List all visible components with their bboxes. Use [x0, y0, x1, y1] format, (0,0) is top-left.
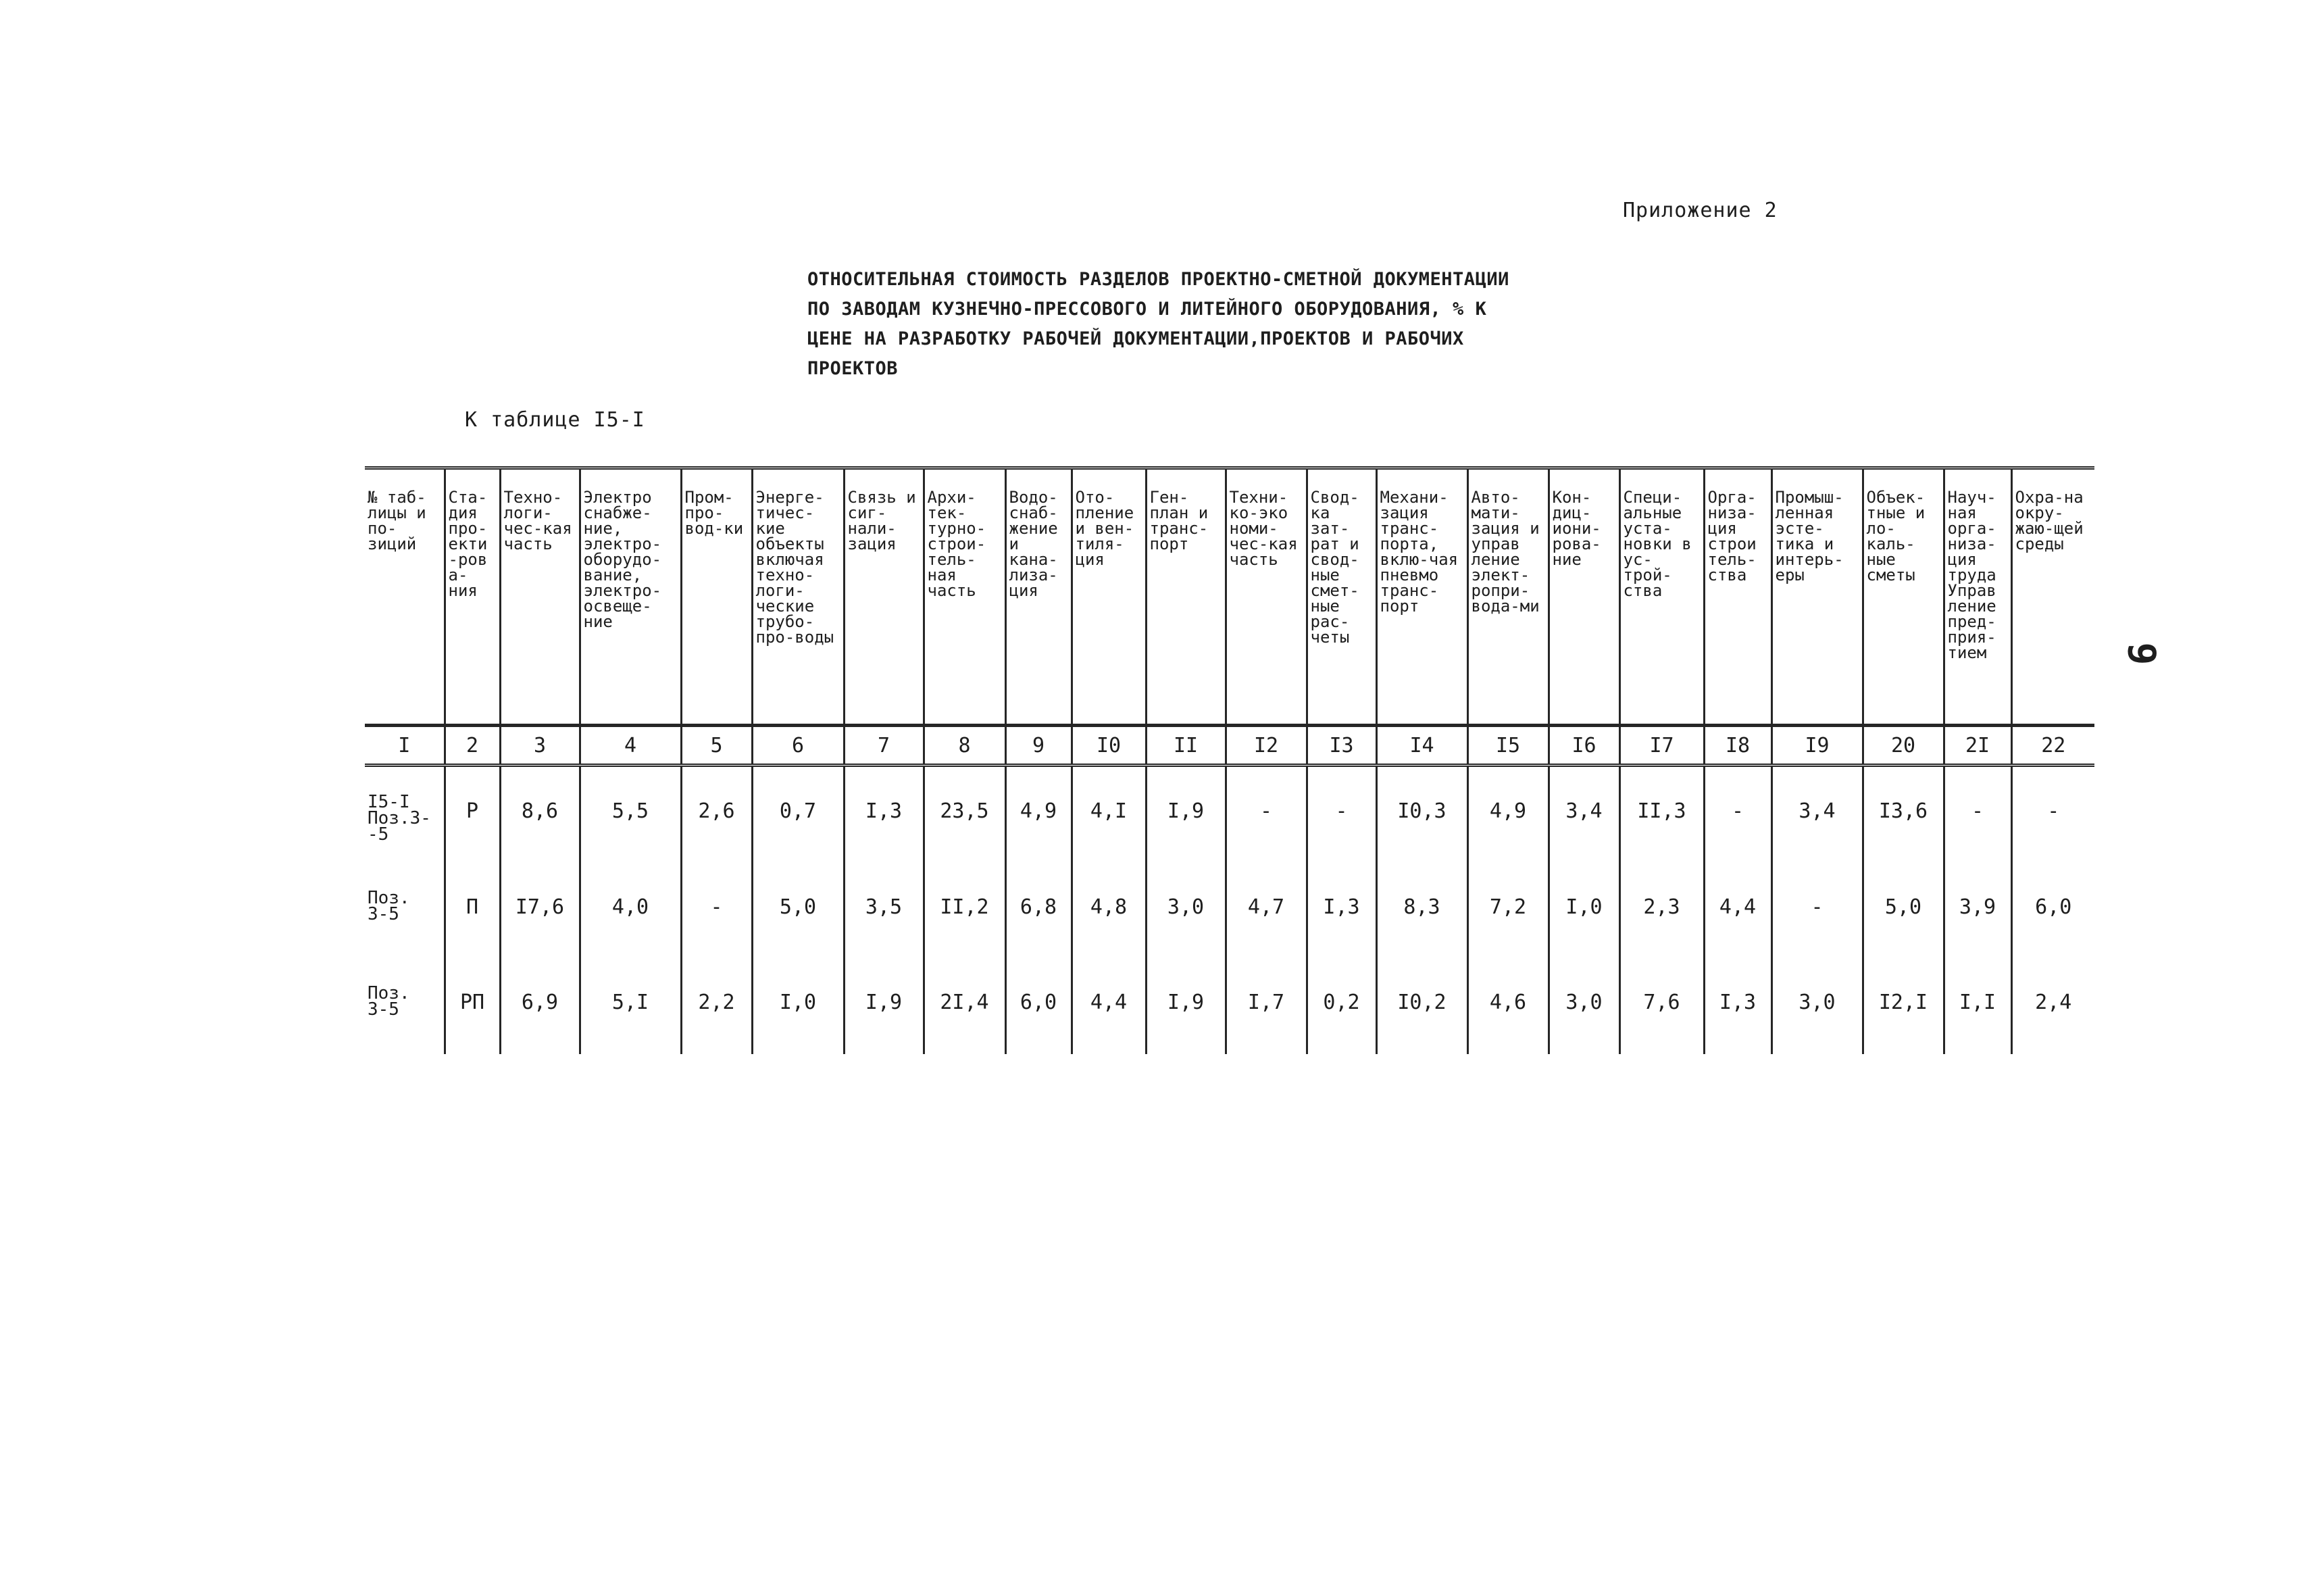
table-row	[365, 766, 2094, 863]
value-cell: 4,0	[580, 863, 681, 959]
value-cell: I,3	[1704, 958, 1771, 1054]
value-cell: I0,2	[1376, 958, 1467, 1054]
column-number: I6	[1549, 726, 1619, 766]
column-header: Кон-диц-иони-рова-ние	[1549, 468, 1619, 726]
table-row	[365, 863, 2094, 959]
value-cell: 0,7	[752, 766, 844, 863]
value-cell: 4,4	[1072, 958, 1146, 1054]
column-header: Механи-зация транс-порта, вклю-чая пневмо транс-порт	[1376, 468, 1467, 726]
value-cell: 3,9	[1944, 863, 2011, 959]
column-number: I4	[1376, 726, 1467, 766]
column-number: 5	[681, 726, 752, 766]
cost-table	[365, 466, 2094, 1054]
value-cell: 2,3	[1619, 863, 1704, 959]
title-line: ПО ЗАВОДАМ КУЗНЕЧНО-ПРЕССОВОГО И ЛИТЕЙНОГО ОБОРУДОВАНИЯ, % К	[807, 299, 1487, 320]
value-cell: 2,2	[681, 958, 752, 1054]
value-cell: -	[1944, 766, 2011, 863]
value-cell: 4,I	[1072, 766, 1146, 863]
column-number-row	[365, 726, 2094, 766]
column-header: Ген-план и транс-порт	[1146, 468, 1226, 726]
column-number: 2I	[1944, 726, 2011, 766]
column-header: Науч-ная орга-низа-ция труда Управ ление пред-прия-тием	[1944, 468, 2011, 726]
value-cell: 23,5	[924, 766, 1005, 863]
column-header: Промыш-ленная эсте-тика и интерь-еры	[1771, 468, 1863, 726]
column-number: 2	[445, 726, 500, 766]
column-header: Связь и сиг-нали-зация	[844, 468, 924, 726]
value-cell: -	[1771, 863, 1863, 959]
value-cell: 4,8	[1072, 863, 1146, 959]
title-line: ПРОЕКТОВ	[807, 358, 899, 379]
value-cell: I,3	[1307, 863, 1376, 959]
table-reference: К таблице I5-I	[465, 408, 645, 432]
value-cell: 8,6	[500, 766, 580, 863]
value-cell: 2,6	[681, 766, 752, 863]
column-header: Водо-снаб-жение и кана-лиза-ция	[1005, 468, 1072, 726]
title-line: ОТНОСИТЕЛЬНАЯ СТОИМОСТЬ РАЗДЕЛОВ ПРОЕКТНО-СМЕТНОЙ ДОКУМЕНТАЦИИ	[807, 269, 1509, 290]
value-cell: I,3	[844, 766, 924, 863]
value-cell: 6,9	[500, 958, 580, 1054]
column-header: Пром-про-вод-ки	[681, 468, 752, 726]
column-header: Авто-мати-зация и управ ление элект-ропри-вода-ми	[1467, 468, 1549, 726]
value-cell: 6,0	[2011, 863, 2094, 959]
column-number: I	[365, 726, 445, 766]
value-cell: I,9	[844, 958, 924, 1054]
column-number: 3	[500, 726, 580, 766]
column-number: 9	[1005, 726, 1072, 766]
column-number: 4	[580, 726, 681, 766]
column-header: Архи-тек-турно-строи-тель-ная часть	[924, 468, 1005, 726]
table-row	[365, 958, 2094, 1054]
column-number: 20	[1863, 726, 1944, 766]
column-header: Свод-ка зат-рат и свод-ные смет-ные рас-четы	[1307, 468, 1376, 726]
title-line: ЦЕНЕ НА РАЗРАБОТКУ РАБОЧЕЙ ДОКУМЕНТАЦИИ,ПРОЕКТОВ И РАБОЧИХ	[807, 328, 1464, 349]
value-cell: 7,2	[1467, 863, 1549, 959]
column-header: № таб-лицы и по-зиций	[365, 468, 445, 726]
value-cell: 4,6	[1467, 958, 1549, 1054]
stage-cell: РП	[445, 958, 500, 1054]
column-header: Техно-логи-чес-кая часть	[500, 468, 580, 726]
value-cell: I2,I	[1863, 958, 1944, 1054]
value-cell: 4,7	[1226, 863, 1307, 959]
value-cell: 4,4	[1704, 863, 1771, 959]
value-cell: 5,0	[1863, 863, 1944, 959]
column-header: Техни-ко-эко номи-чес-кая часть	[1226, 468, 1307, 726]
value-cell: 4,9	[1467, 766, 1549, 863]
position-cell: Поз. 3-5	[368, 983, 410, 1020]
value-cell: 5,5	[580, 766, 681, 863]
value-cell: 5,0	[752, 863, 844, 959]
column-number: I5	[1467, 726, 1549, 766]
column-header: Охра-на окру-жаю-щей среды	[2011, 468, 2094, 726]
value-cell: 7,6	[1619, 958, 1704, 1054]
value-cell: 3,0	[1771, 958, 1863, 1054]
value-cell: -	[1226, 766, 1307, 863]
document-title	[807, 265, 1584, 384]
value-cell: -	[681, 863, 752, 959]
value-cell: I,7	[1226, 958, 1307, 1054]
value-cell: I0,3	[1376, 766, 1467, 863]
value-cell: I,I	[1944, 958, 2011, 1054]
value-cell: 6,8	[1005, 863, 1072, 959]
value-cell: 3,5	[844, 863, 924, 959]
appendix-label: Приложение 2	[1623, 199, 1778, 222]
column-header: Электро снабже-ние, электро-оборудо-вание, электро-освеще-ние	[580, 468, 681, 726]
value-cell: I,9	[1146, 958, 1226, 1054]
value-cell: I7,6	[500, 863, 580, 959]
column-number: I0	[1072, 726, 1146, 766]
column-number: I7	[1619, 726, 1704, 766]
value-cell: I,9	[1146, 766, 1226, 863]
value-cell: 3,4	[1771, 766, 1863, 863]
value-cell: 3,4	[1549, 766, 1619, 863]
column-header: Объек-тные и ло-каль-ные сметы	[1863, 468, 1944, 726]
page-number: 9	[2119, 642, 2163, 666]
column-number: II	[1146, 726, 1226, 766]
column-header: Энерге-тичес-кие объекты включая техно-логи-ческие трубо-про-воды	[752, 468, 844, 726]
column-header: Ото-пление и вен-тиля-ция	[1072, 468, 1146, 726]
value-cell: 2I,4	[924, 958, 1005, 1054]
header-row	[365, 468, 2094, 726]
value-cell: 0,2	[1307, 958, 1376, 1054]
stage-cell: Р	[445, 766, 500, 863]
position-cell: I5-I Поз.3--5	[368, 792, 431, 845]
value-cell: II,3	[1619, 766, 1704, 863]
value-cell: -	[2011, 766, 2094, 863]
value-cell: 6,0	[1005, 958, 1072, 1054]
value-cell: 4,9	[1005, 766, 1072, 863]
stage-cell: П	[445, 863, 500, 959]
column-header: Ста-дия про-екти-рова-ния	[445, 468, 500, 726]
value-cell: 8,3	[1376, 863, 1467, 959]
column-number: 22	[2011, 726, 2094, 766]
value-cell: -	[1307, 766, 1376, 863]
column-number: 7	[844, 726, 924, 766]
value-cell: -	[1704, 766, 1771, 863]
value-cell: I,0	[752, 958, 844, 1054]
value-cell: I3,6	[1863, 766, 1944, 863]
value-cell: 3,0	[1549, 958, 1619, 1054]
column-number: I8	[1704, 726, 1771, 766]
column-header: Специ-альные уста-новки в ус-трой-ства	[1619, 468, 1704, 726]
value-cell: 2,4	[2011, 958, 2094, 1054]
value-cell: 5,I	[580, 958, 681, 1054]
position-cell: Поз. 3-5	[368, 887, 410, 924]
column-number: I2	[1226, 726, 1307, 766]
column-header: Орга-низа-ция строи тель-ства	[1704, 468, 1771, 726]
column-number: I3	[1307, 726, 1376, 766]
column-number: 8	[924, 726, 1005, 766]
value-cell: II,2	[924, 863, 1005, 959]
column-number: 6	[752, 726, 844, 766]
value-cell: 3,0	[1146, 863, 1226, 959]
value-cell: I,0	[1549, 863, 1619, 959]
column-number: I9	[1771, 726, 1863, 766]
